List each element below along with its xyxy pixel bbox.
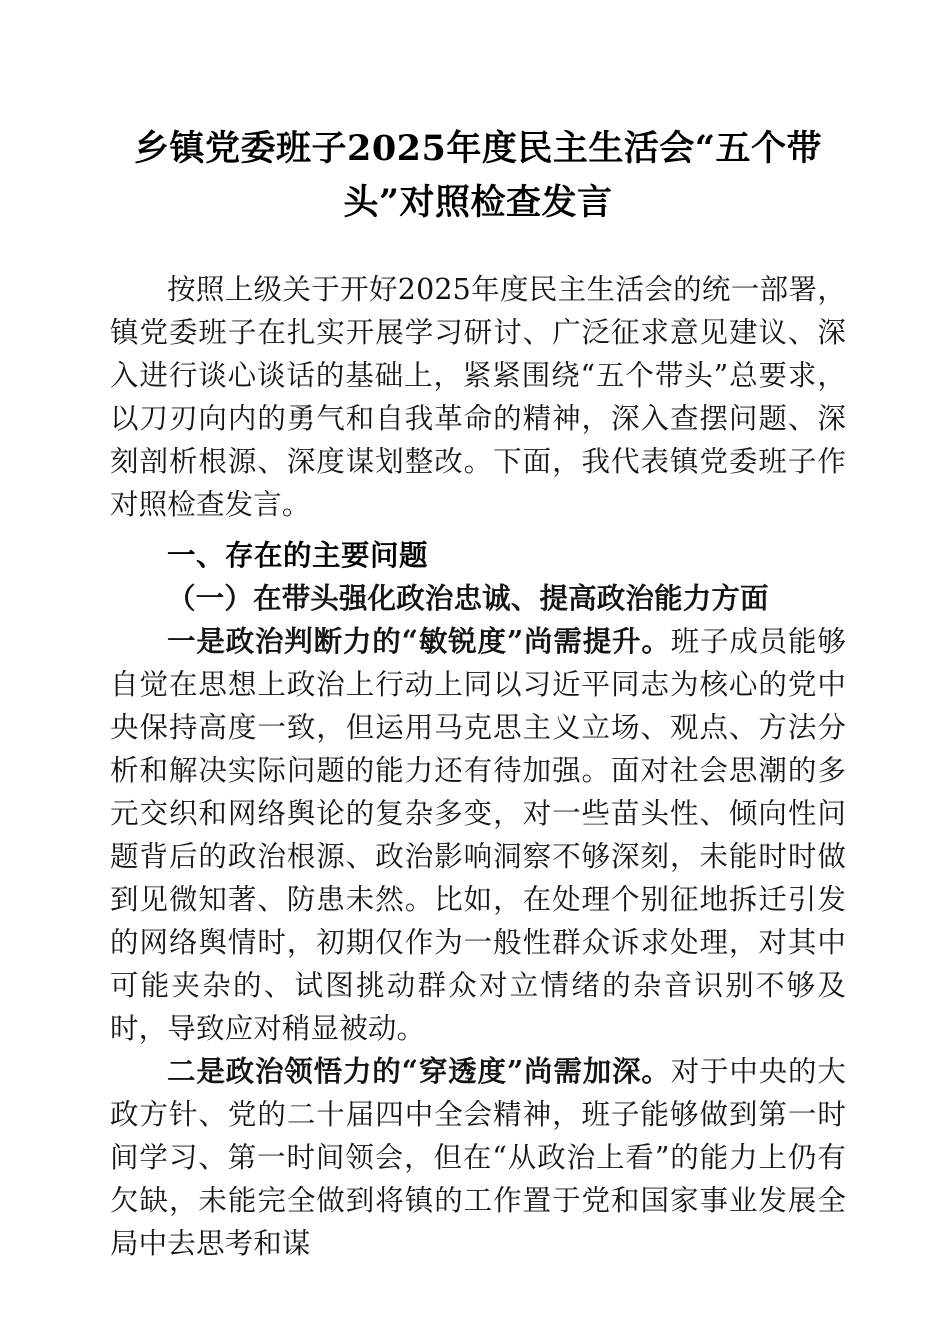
opening-paragraph: 按照上级关于开好2025年度民主生活会的统一部署，镇党委班子在扎实开展学习研讨、广泛征求意见建议、深入进行谈心谈话的基础上，紧紧围绕“五个带头”总要求，以刀刃向内的勇气和自我革命的精神，深入查摆问题、深刻剖析根源、深度谋划整改。下面，我代表镇党委班子作对照检查发言。 [110, 273, 846, 521]
page-title: 乡镇党委班子2025年度民主生活会“五个带头”对照检查发言 [133, 128, 823, 223]
document-content [110, 0, 846, 1265]
section-heading-main-problems: 一、存在的主要问题 [167, 539, 429, 572]
point-two-text: 对于中央的大政方针、党的二十届四中全会精神，班子能够做到第一时间学习、第一时间领会，但在“从政治上看”的能力上仍有欠缺，未能完全做到将镇的工作置于党和国家事业发展全局中去思考和谋 [110, 1055, 846, 1260]
subsection-heading-political-loyalty: （一）在带头强化政治忠诚、提高政治能力方面 [167, 581, 769, 615]
point-two-lead: 二是政治领悟力的“穿透度”尚需加深。 [167, 1054, 671, 1088]
point-one-lead: 一是政治判断力的“敏锐度”尚需提升。 [167, 624, 671, 658]
point-one-paragraph [110, 620, 846, 1050]
point-one-text: 班子成员能够自觉在思想上政治上行动上同以习近平同志为核心的党中央保持高度一致，但运用马克思主义立场、观点、方法分析和解决实际问题的能力还有待加强。面对社会思潮的多元交织和网络舆论的复杂多变，对一些苗头性、倾向性问题背后的政治根源、政治影响洞察不够深刻，未能时时做到见微知著、防患未然。比如，在处理个别征地拆迁引发的网络舆情时，初期仅作为一般性群众诉求处理，对其中可能夹杂的、试图挑动群众对立情绪的杂音识别不够及时，导致应对稍显被动。 [110, 625, 846, 1045]
point-two-paragraph [110, 1050, 846, 1265]
